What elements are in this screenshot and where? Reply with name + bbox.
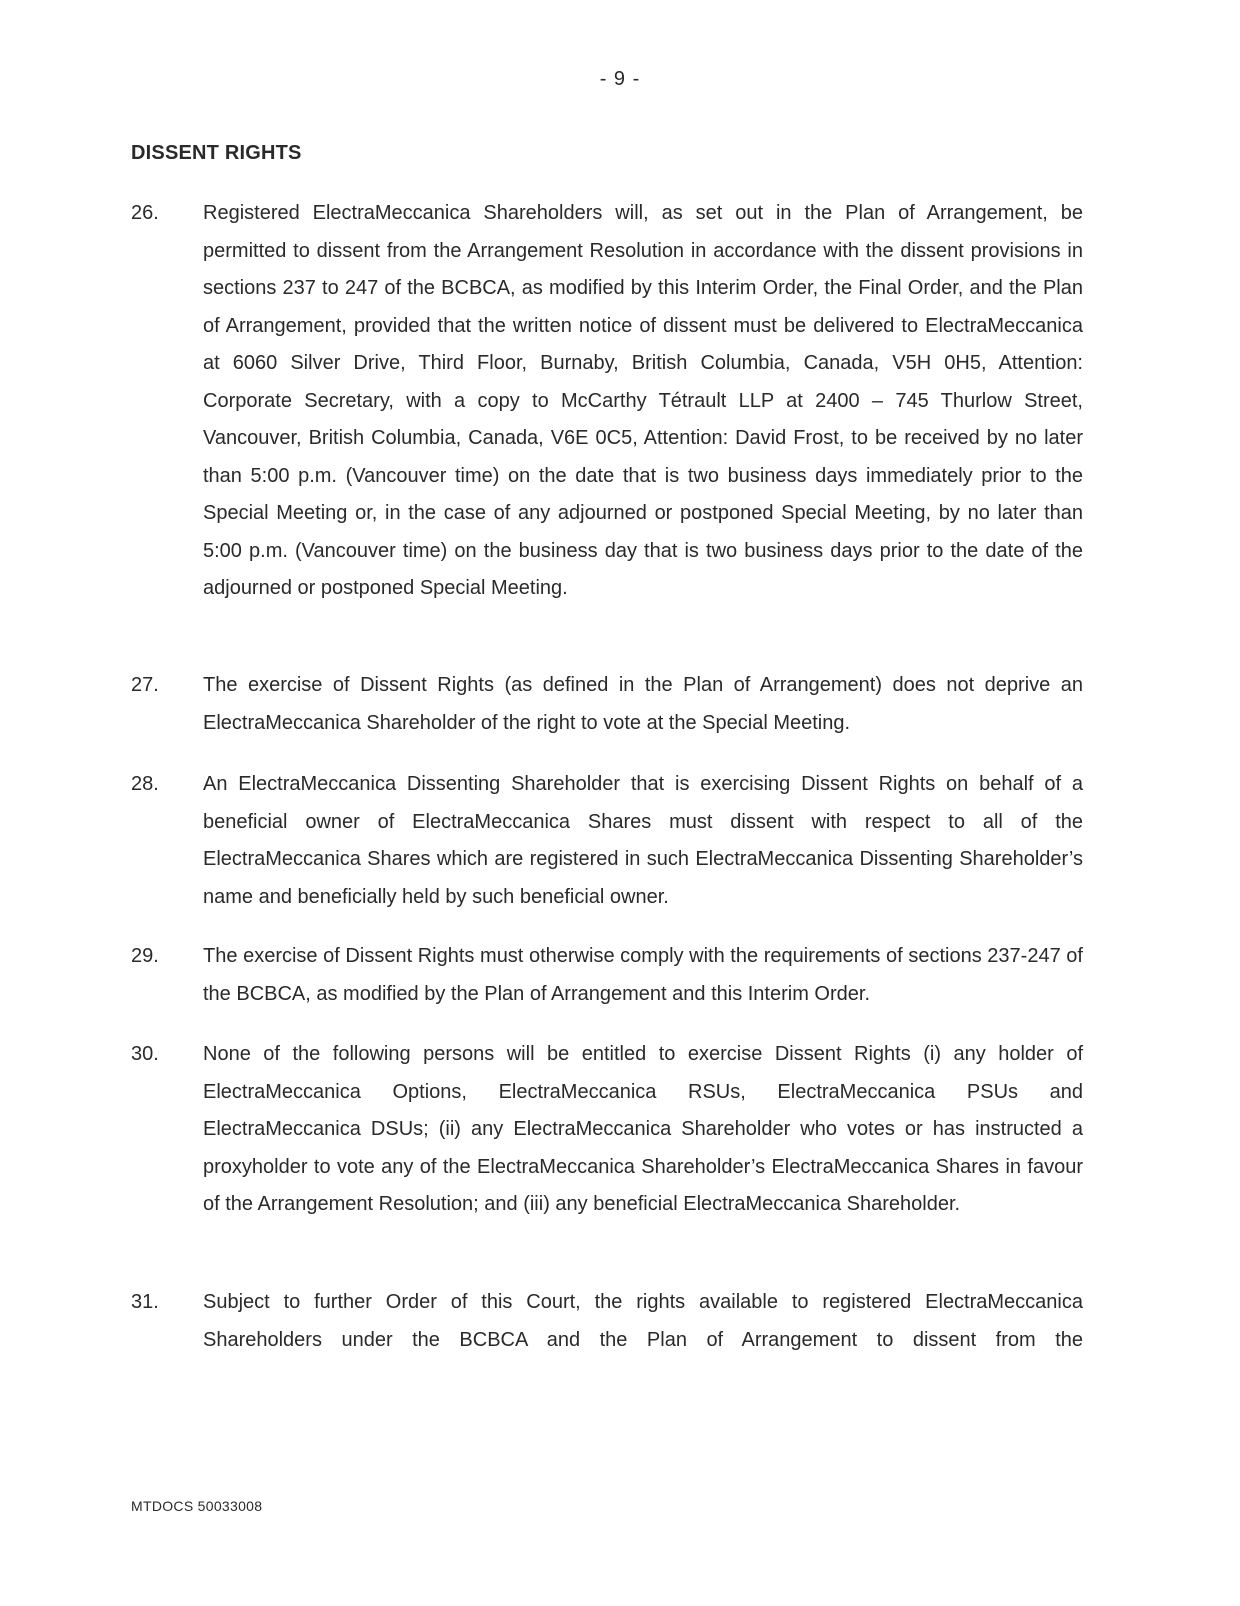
section-heading: DISSENT RIGHTS	[131, 142, 302, 164]
page-number: - 9 -	[599, 68, 641, 90]
paragraph-text: None of the following persons will be entitled to exercise Dissent Rights (i) any holder of ElectraMeccanica Options, ElectraMeccanica RSUs, ElectraMeccanica PSUs and ElectraMeccanica DSUs; (ii) any ElectraMeccanica Shareholder who votes or has instructed a proxyholder to vote any of the ElectraMeccanica Shareholder’s ElectraMeccanica Shares in favour of the Arrangement Resolution; and (iii) any beneficial ElectraMeccanica Shareholder.	[203, 1043, 1083, 1215]
paragraph-number: 26.	[131, 202, 159, 224]
paragraph-number: 28.	[131, 773, 159, 795]
paragraph-number: 31.	[131, 1291, 159, 1313]
paragraph-text: Subject to further Order of this Court, the rights available to registered ElectraMeccanica Shareholders under the BCBCA and the Plan of Arrangement to dissent from the	[203, 1291, 1083, 1351]
paragraph-number: 27.	[131, 674, 159, 696]
paragraph-text: An ElectraMeccanica Dissenting Shareholder that is exercising Dissent Rights on behalf of a beneficial owner of ElectraMeccanica Shares must dissent with respect to all of the ElectraMeccanica Shares which are registered in such ElectraMeccanica Dissenting Shareholder’s name and beneficially held by such beneficial owner.	[203, 773, 1083, 908]
paragraph-text: The exercise of Dissent Rights must otherwise comply with the requirements of sections 237-247 of the BCBCA, as modified by the Plan of Arrangement and this Interim Order.	[203, 945, 1083, 1005]
paragraph-number: 30.	[131, 1043, 159, 1065]
paragraph-text: Registered ElectraMeccanica Shareholders will, as set out in the Plan of Arrangement, be permitted to dissent from the Arrangement Resolution in accordance with the dissent provisions in sections 237 to 247 of the BCBCA, as modified by this Interim Order, the Final Order, and the Plan of Arrangement, provided that the written notice of dissent must be delivered to ElectraMeccanica at 6060 Silver Drive, Third Floor, Burnaby, British Columbia, Canada, V5H 0H5, Attention: Corporate Secretary, with a copy to McCarthy Tétrault LLP at 2400 – 745 Thurlow Street, Vancouver, British Columbia, Canada, V6E 0C5, Attention: David Frost, to be received by no later than 5:00 p.m. (Vancouver time) on the date that is two business days immediately prior to the Special Meeting or, in the case of any adjourned or postponed Special Meeting, by no later than 5:00 p.m. (Vancouver time) on the business day that is two business days prior to the date of the adjourned or postponed Special Meeting.	[203, 202, 1083, 599]
paragraph-text: The exercise of Dissent Rights (as defined in the Plan of Arrangement) does not deprive an ElectraMeccanica Shareholder of the right to vote at the Special Meeting.	[203, 674, 1083, 734]
paragraph-number: 29.	[131, 945, 159, 967]
document-id-footer: MTDOCS 50033008	[131, 1498, 263, 1514]
